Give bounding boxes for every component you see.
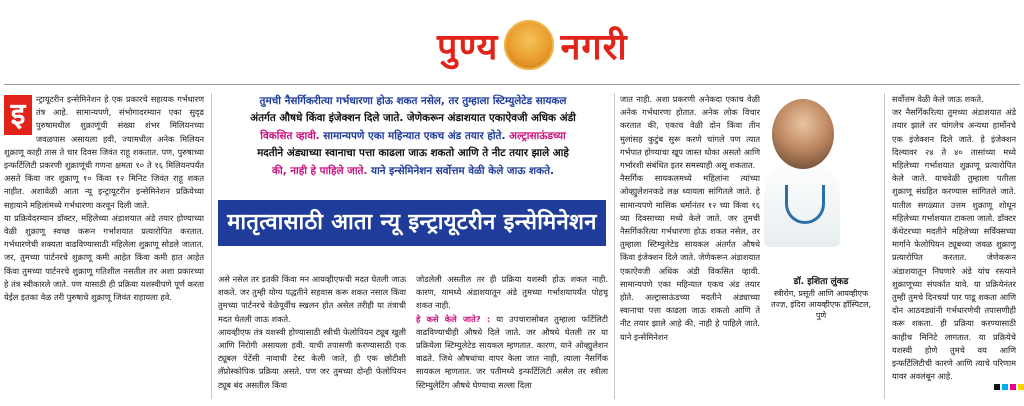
intro-line: याने इन्सेमिनेशन सर्वोत्तम वेळी केले जाऊ शकते. [371, 164, 554, 177]
stethoscope-icon [785, 185, 825, 224]
print-mark [1002, 384, 1008, 390]
doctor-photo [772, 99, 834, 169]
article-column-1 [4, 93, 204, 399]
paragraph: हे कसे केले जाते? : या उपचारासोबत तुम्हाला फर्टिलिटी वाढविण्याचीही औषधे दिले जाते. जर औषधे घेतली तर या प्रक्रियेला स्टिम्युलेटेड सायकल म्हणतात. कारण, याने ओव्ह्युलेशन वाढते. जिथे औषधांचा वापर केला जात नाही, त्याला नैसर्गिक सायकल म्हणतात. जर पतीमध्ये इन्फर्टिलिटी असेल तर स्त्रीला स्टिम्युलेटिंग औषधे घेण्याचा सल्ला दिला [416, 313, 608, 390]
paragraph: जर नैसर्गिकरित्या तुमच्या अंडाशयात अंडे तयार झाले तर चांगलेच अन्यथा हार्मोनचे एक इंजेक्शन दिले जाते. हे इंजेक्शन दिल्यावर २४ ते ४० तासांच्या मध्ये महिलेच्या गर्भाशयात शुक्राणू प्रत्यारोपित केले जाते. याचवेळी तुम्हाला पतीला शुक्राणू संग्रहित करण्यास सांगितले जाते. यातील सगळ्यात उत्तम शुक्राणू शोधून महिलेच्या गर्भाशयात टाकला जातो. डॉक्टर कॅथेटरच्या मदतीने महिलेच्या सर्विक्सच्या मार्गाने फेलोपियन ट्यूबच्या जवळ शुक्राणू प्रत्यारोपित करतात. जेणेकरून अंडाशयातून निघणारे अंडे यांच रस्त्याने शुक्राणूच्या संपर्कात यावे. या प्रक्रियेनंतर तुम्ही तुमचे दिनचर्या पार पाडू शकता आणि दोन आठवड्यांनी गर्भधारणेची तपासणीही करू शकता. ही प्रक्रिया करण्यासाठी काहीच मिनिटे लागतात. या प्रक्रियेचे यशस्वी होणे तुमचे वय आणि इन्फर्टिलिटीची कारणे आणि त्याचे परिणाम यावर अवलंबून आहे. [892, 107, 1016, 382]
headline: मातृत्वासाठी आता न्यू इन्ट्रायूटरीन इन्सेमिनेशन [218, 200, 606, 246]
article-column-5 [892, 93, 1016, 399]
paragraph: या प्रक्रियेदरम्यान डॉक्टर, महिलेच्या अंडाशयात अंडे तयार होण्याच्या वेळी शुक्राणू स्वच्छ करून गर्भाशयात प्रत्यारोपित करतात. गर्भधारणेची शक्यता वाढविण्यासाठी महिलेला शुक्राणू सोडले जातात. जर, तुमच्या पार्टनरचे शुक्राणू कमी आहेत किंवा कमी हात आहेत किंवा तुमच्या पार्टनरचे शुक्राणू गतिशील नसतील तर अशा प्रकारच्या हे तंत्र स्वीकारले जाते. पण यासाठी ही प्रक्रिया यशस्वीपणे पूर्ण करता येईल इतका वेळ तरी पुरुषाचे शुक्राणू जिवंत राहायला हवे. [4, 212, 204, 303]
paragraph: नैसर्गिक सायकलमध्ये महिलांना त्यांच्या ओव्ह्युलेशनकडे लक्ष ध्यायला सांगितले जाते. हे सामान्यपणे मासिक धर्मानंतर १२ च्या किंवा १६ व्या दिवसाच्या मध्ये केले जाते. जर तुमची नैसर्गिकरित्या गर्भधारणा होऊ शकत नसेल, तर तुम्हाला स्टिम्युलेटेड सायकल अंतर्गत औषधे किंवा इंजेक्शन दिले जाते. जेणेकरून अंडाशयात एकाऐवजी अधिक अंडी विकसित व्हावी. सामान्यपणे एका महिन्यात एकच अंड तयार होते. अल्ट्रासाऊंडच्या मदतीने अंड्याच्या स्वानाचा पत्ता काढला जाऊ शकतो आणि ते नीट तयार झाले आहे की, नाही हे पाहिले जाते. याने इन्सेमिनेशन [620, 173, 760, 342]
column-rule [884, 93, 885, 399]
intro-line: अंतर्गत औषधे किंवा इंजेक्शन दिले जाते. जेणेकरून अंडाशयात एकाऐवजी अधिक अंडी [250, 112, 576, 125]
masthead [0, 0, 1024, 84]
print-mark [1018, 384, 1024, 390]
intro-line: सामान्यपणे एका महिन्यात एकच अंड तयार होते. [323, 129, 506, 142]
subheading: हे कसे केले जाते? : [416, 313, 491, 324]
print-mark [994, 384, 1000, 390]
intro-line: की, नाही हे पाहिले जाते. [272, 164, 368, 177]
paragraph: सर्वोत्तम वेळी केले जाऊ शकते. [892, 94, 984, 104]
column-rule [614, 93, 615, 399]
article-column-3 [416, 273, 608, 401]
paragraph: न्ट्रायूटरीन इन्सेमिनेशन हे एक प्रकारचे सहायक गर्भधारण तंत्र आहे. सामान्यपणे, संभोगादरम्यान एका सुदृढ पुरुषामधील शुक्राणूंची संख्या शंभर मिलियनच्या जवळपास असायला हवी, ज्यामधील अनेक मिलियन शुक्राणू काही तास ते चार दिवस जिवंत राहू शकतात. पण, पुरुषाच्या इन्फर्टिलिटी प्रकरणी शुक्राणूंची गणना क्षमता १० ते १६ मिलियनपर्यंत असते किंवा जर शुक्राणू १० किंवा १२ मिनिट जिवंत राहू शकत नाहीत. अशावेळी आता न्यू इन्ट्रायूटरीन इन्सेमिनेशन प्रक्रियेच्या सहायाने महिलांमध्ये गर्भधारणा करवून दिली जाते. [4, 94, 204, 210]
paragraph: जोडलेली असतील तर ही प्रक्रिया यशस्वी होऊ शकत नाही. कारण, यामध्ये अंडाशयातून अंडे तुमच्या गर्भाशयापर्यंत पोहचू शकत नाही. [416, 274, 608, 311]
newspaper-logo [437, 22, 628, 68]
article-column-2 [218, 273, 406, 401]
intro-line: मदतीने अंड्याच्या स्वानाचा पत्ता काढला जाऊ शकतो आणि ते नीट तयार झाले आहे [257, 147, 569, 160]
doctor-caption [766, 277, 876, 321]
paragraph: जात नाही. अशा प्रकरणी अनेकदा एकाच वेळी अनेक गर्भधारणा होतात. अनेक लोक विचार करतात की, एकाच वेळी दोन किंवा तीन मुलांसह कुटुंब सुरू करणे चांगले पण त्यात गर्भपात होण्याचा खूप जास्त धोका असतो आणि गर्भारशी संबंधित इतर समस्याही असू शकतात. [620, 94, 760, 171]
paragraph: असे नसेल तर इतकी किंवा मन आयव्हीएफची मदत घेतली जाऊ शकते. जर तुम्ही योग्य पद्धतीने सहवास करू शकत नसाल किंवा तुमच्या पार्टनरचे वेळेपूर्वीच स्खलन होत असेल तरीही या तंत्राची मदत घेतली जाऊ शकते. [218, 274, 406, 324]
paragraph: आयव्हीएफ तंत्र यशस्वी होण्यासाठी स्त्रीची फेलोपियन ट्यूब खुली आणि निरोगी असायला हवी. याची तपासणी करण्यासाठी एक ट्यूबल पेटेंसी नावाची टेस्ट केली जाते, ही एक छोटीशी लॅप्रोस्कोपिक प्रक्रिया असते. पण जर तुमच्या दोन्ही फेलोपियन ट्यूब बंद असतील किंवा [218, 326, 406, 390]
intro-line: तुमची नैसर्गिकरीत्या गर्भधारणा होऊ शकत नसेल, तर तुम्हाला स्टिम्युलेटेड सायकल [259, 95, 567, 107]
print-registration-marks [994, 384, 1024, 390]
doctor-title: स्त्रीरोग, प्रसूती आणि आयव्हीएफ तज्ज्ञ, इंदिरा आयव्हीएफ हॉस्पिटल, पुणे [770, 289, 872, 320]
logo-text-left: पुण्य [437, 26, 499, 68]
intro-highlight [218, 93, 608, 180]
intro-line: विकसित व्हावी. [260, 129, 320, 142]
intro-line: अल्ट्रासाऊंडच्या [509, 129, 566, 142]
doctor-name: डॉ. इशिता लुंकड [793, 277, 849, 287]
ganesha-icon [504, 20, 554, 70]
drop-cap: इ [4, 95, 32, 135]
article [4, 84, 1020, 403]
column-rule [211, 93, 212, 399]
print-mark [1010, 384, 1016, 390]
article-column-4 [620, 93, 760, 399]
logo-text-right: नगरी [560, 26, 628, 68]
